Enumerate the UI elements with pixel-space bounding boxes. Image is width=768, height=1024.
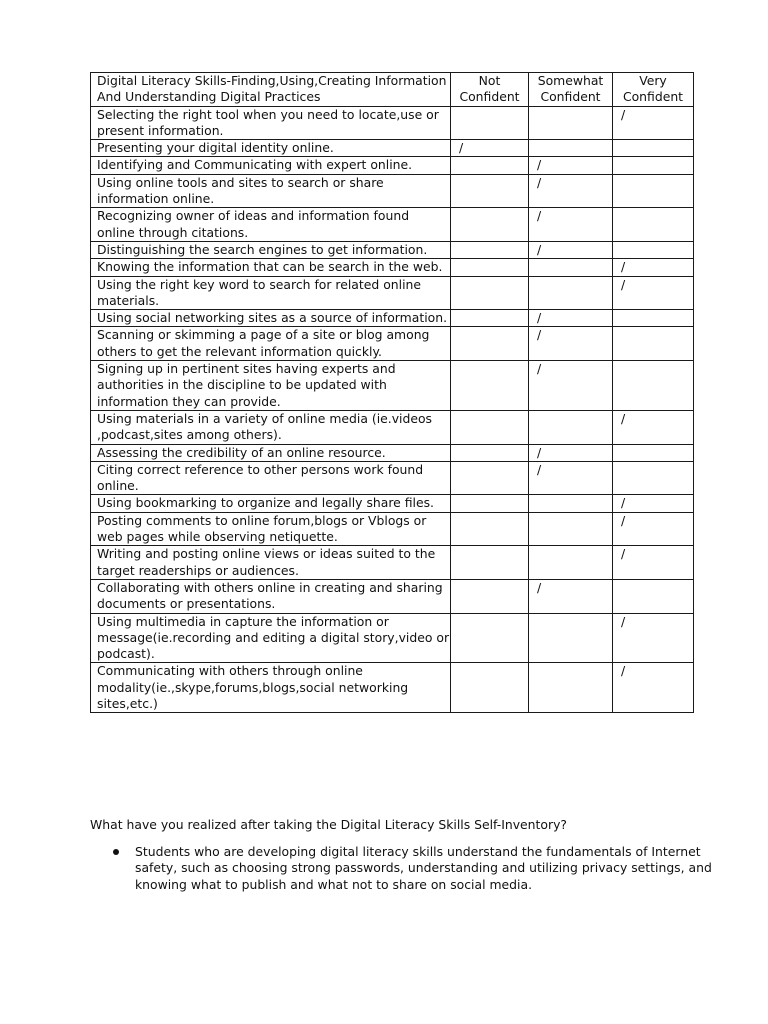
skill-cell: Presenting your digital identity online. — [91, 140, 451, 157]
rating-cell-somewhat-confident — [529, 276, 613, 310]
rating-cell-somewhat-confident — [529, 361, 613, 411]
check-mark: / — [621, 546, 626, 562]
skill-header-text: Digital Literacy Skills-Finding,Using,Creating Information And Understanding Digital Practices — [97, 73, 447, 105]
check-mark: / — [621, 495, 626, 511]
rating-cell-very-confident — [613, 663, 694, 713]
skill-cell: Citing correct reference to other persons work found online. — [91, 461, 451, 495]
rating-cell-very-confident — [613, 140, 694, 157]
answer-text: Students who are developing digital literacy skills understand the fundamentals of Internet safety, such as choosing strong passwords, understanding and utilizing privacy settings, and knowing what to publish and what not to share on social media. — [135, 844, 712, 892]
rating-cell-very-confident — [613, 106, 694, 140]
rating-cell-very-confident — [613, 410, 694, 444]
rating-cell-not-confident — [451, 259, 529, 276]
rating-cell-somewhat-confident — [529, 512, 613, 546]
skill-cell: Assessing the credibility of an online resource. — [91, 444, 451, 461]
check-mark: / — [621, 106, 626, 122]
rating-cell-not-confident — [451, 512, 529, 546]
skill-cell: Knowing the information that can be search in the web. — [91, 259, 451, 276]
very-confident-header: Very Confident — [613, 73, 694, 107]
rating-cell-somewhat-confident — [529, 663, 613, 713]
skill-cell: Using multimedia in capture the information or message(ie.recording and editing a digital story,video or podcast). — [91, 613, 451, 663]
check-mark: / — [621, 613, 626, 629]
check-mark: / — [621, 259, 626, 275]
table-row — [91, 495, 694, 512]
rating-cell-somewhat-confident — [529, 461, 613, 495]
skill-cell: Distinguishing the search engines to get information. — [91, 241, 451, 258]
rating-cell-not-confident — [451, 157, 529, 174]
table-row — [91, 140, 694, 157]
skill-cell: Using social networking sites as a source of information. — [91, 310, 451, 327]
rating-cell-not-confident — [451, 444, 529, 461]
rating-cell-not-confident — [451, 579, 529, 613]
check-mark: / — [537, 310, 542, 326]
rating-cell-not-confident — [451, 546, 529, 580]
table-row — [91, 241, 694, 258]
skill-cell: Using bookmarking to organize and legally share files. — [91, 495, 451, 512]
rating-cell-very-confident — [613, 327, 694, 361]
table-row — [91, 663, 694, 713]
self-inventory-table — [90, 72, 694, 713]
check-mark: / — [537, 579, 542, 595]
rating-cell-very-confident — [613, 310, 694, 327]
rating-cell-not-confident — [451, 461, 529, 495]
rating-cell-very-confident — [613, 579, 694, 613]
table-row — [91, 444, 694, 461]
skill-cell: Recognizing owner of ideas and information found online through citations. — [91, 208, 451, 242]
check-mark: / — [621, 512, 626, 528]
rating-cell-somewhat-confident — [529, 613, 613, 663]
rating-cell-somewhat-confident — [529, 208, 613, 242]
check-mark: / — [537, 461, 542, 477]
somewhat-confident-header: Somewhat Confident — [529, 73, 613, 107]
bullet-icon — [113, 849, 119, 855]
check-mark: / — [537, 174, 542, 190]
skill-cell: Scanning or skimming a page of a site or blog among others to get the relevant information quickly. — [91, 327, 451, 361]
rating-cell-very-confident — [613, 461, 694, 495]
rating-cell-somewhat-confident — [529, 157, 613, 174]
check-mark: / — [537, 444, 542, 460]
rating-cell-somewhat-confident — [529, 106, 613, 140]
table-row — [91, 259, 694, 276]
check-mark: / — [621, 276, 626, 292]
rating-cell-very-confident — [613, 361, 694, 411]
rating-cell-not-confident — [451, 410, 529, 444]
rating-cell-not-confident — [451, 276, 529, 310]
table-row — [91, 613, 694, 663]
table-row — [91, 310, 694, 327]
table-row — [91, 174, 694, 208]
rating-cell-not-confident — [451, 241, 529, 258]
rating-cell-not-confident — [451, 140, 529, 157]
skill-cell: Using the right key word to search for related online materials. — [91, 276, 451, 310]
rating-cell-not-confident — [451, 361, 529, 411]
rating-cell-very-confident — [613, 157, 694, 174]
rating-cell-not-confident — [451, 613, 529, 663]
table-row — [91, 512, 694, 546]
table-row — [91, 276, 694, 310]
table-header-row — [91, 73, 694, 107]
rating-cell-very-confident — [613, 276, 694, 310]
check-mark: / — [537, 157, 542, 173]
rating-cell-not-confident — [451, 310, 529, 327]
check-mark: / — [537, 241, 542, 257]
check-mark: / — [621, 410, 626, 426]
rating-cell-somewhat-confident — [529, 410, 613, 444]
rating-cell-not-confident — [451, 106, 529, 140]
rating-cell-not-confident — [451, 174, 529, 208]
check-mark: / — [537, 208, 542, 224]
skill-cell: Selecting the right tool when you need to locate,use or present information. — [91, 106, 451, 140]
rating-cell-somewhat-confident — [529, 310, 613, 327]
skill-cell: Writing and posting online views or ideas suited to the target readerships or audiences. — [91, 546, 451, 580]
rating-cell-very-confident — [613, 444, 694, 461]
skill-cell: Using online tools and sites to search or share information online. — [91, 174, 451, 208]
rating-cell-not-confident — [451, 327, 529, 361]
rating-cell-somewhat-confident — [529, 140, 613, 157]
rating-cell-very-confident — [613, 259, 694, 276]
rating-cell-very-confident — [613, 613, 694, 663]
table-row — [91, 461, 694, 495]
skill-cell: Communicating with others through online modality(ie.,skype,forums,blogs,social networking sites,etc.) — [91, 663, 451, 713]
skill-cell: Collaborating with others online in creating and sharing documents or presentations. — [91, 579, 451, 613]
rating-cell-not-confident — [451, 208, 529, 242]
rating-cell-very-confident — [613, 512, 694, 546]
answer-bullet-item — [112, 844, 712, 893]
rating-cell-very-confident — [613, 546, 694, 580]
rating-cell-somewhat-confident — [529, 546, 613, 580]
check-mark: / — [537, 327, 542, 343]
rating-cell-very-confident — [613, 241, 694, 258]
table-row — [91, 208, 694, 242]
rating-cell-somewhat-confident — [529, 174, 613, 208]
rating-cell-somewhat-confident — [529, 495, 613, 512]
rating-cell-very-confident — [613, 174, 694, 208]
skill-column-header — [91, 73, 451, 107]
table-row — [91, 579, 694, 613]
not-confident-header: Not Confident — [451, 73, 529, 107]
table-row — [91, 410, 694, 444]
skill-cell: Posting comments to online forum,blogs or Vblogs or web pages while observing netiquette. — [91, 512, 451, 546]
rating-cell-not-confident — [451, 663, 529, 713]
table-row — [91, 157, 694, 174]
table-row — [91, 361, 694, 411]
table-row — [91, 327, 694, 361]
skill-cell: Signing up in pertinent sites having experts and authorities in the discipline to be updated with information they can provide. — [91, 361, 451, 411]
table-row — [91, 106, 694, 140]
rating-cell-somewhat-confident — [529, 241, 613, 258]
rating-cell-somewhat-confident — [529, 327, 613, 361]
reflection-question: What have you realized after taking the Digital Literacy Skills Self-Inventory? — [90, 817, 567, 832]
check-mark: / — [459, 140, 464, 156]
rating-cell-somewhat-confident — [529, 579, 613, 613]
rating-cell-very-confident — [613, 208, 694, 242]
answer-bullet-list — [112, 844, 712, 893]
skill-cell: Using materials in a variety of online media (ie.videos ,podcast,sites among others). — [91, 410, 451, 444]
check-mark: / — [537, 361, 542, 377]
rating-cell-somewhat-confident — [529, 259, 613, 276]
rating-cell-very-confident — [613, 495, 694, 512]
table-row — [91, 546, 694, 580]
rating-cell-not-confident — [451, 495, 529, 512]
skill-cell: Identifying and Communicating with expert online. — [91, 157, 451, 174]
check-mark: / — [621, 663, 626, 679]
rating-cell-somewhat-confident — [529, 444, 613, 461]
